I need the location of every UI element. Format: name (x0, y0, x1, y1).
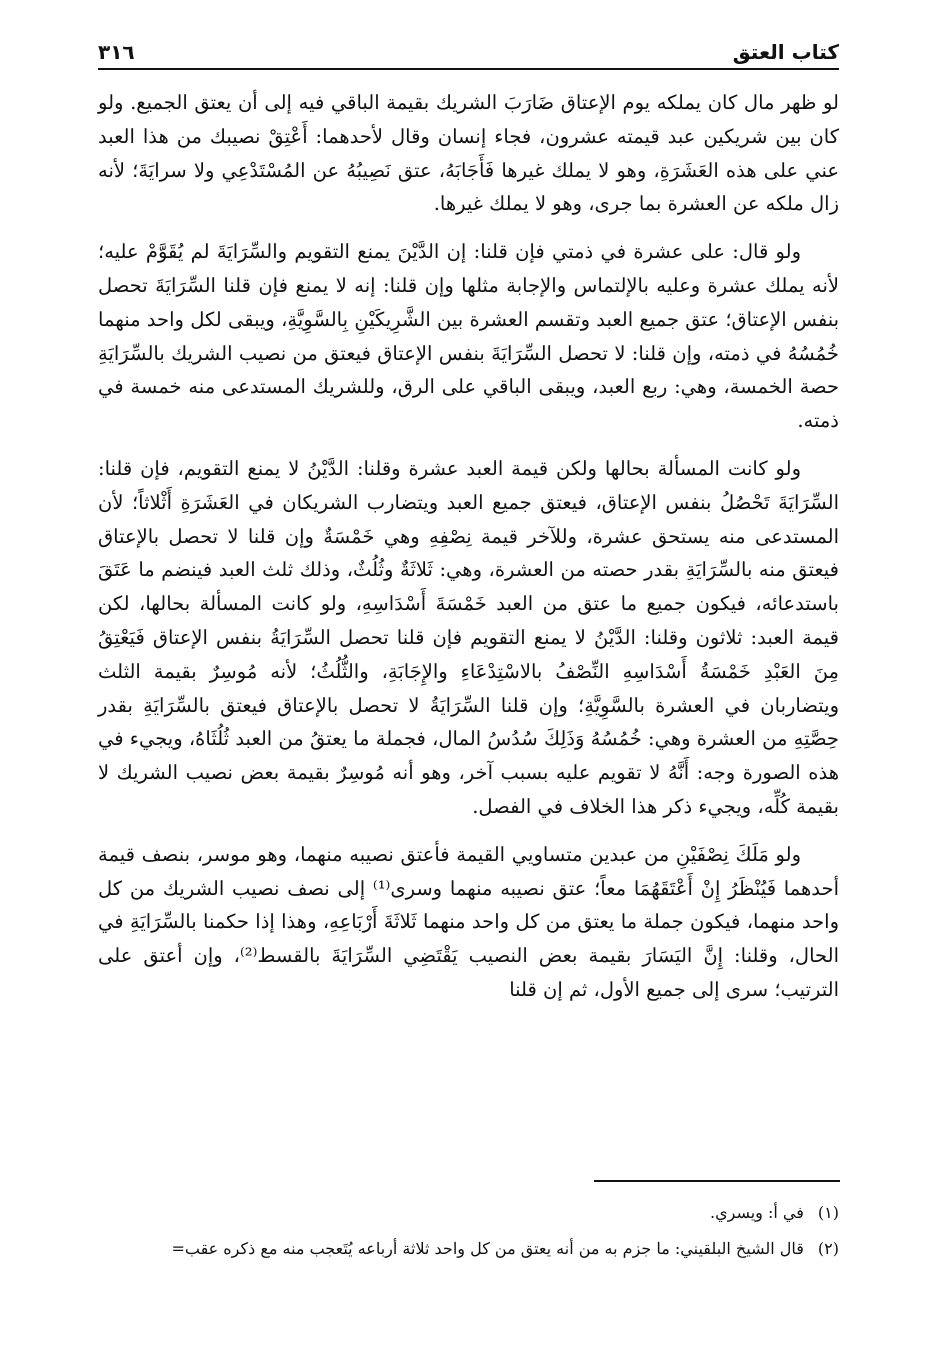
footnote-1 (60, 1198, 839, 1228)
paragraph-2: ولو قال: على عشرة في ذمتي فإن قلنا: إن الدَّيْنَ يمنع التقويم والسِّرَايَةَ لم يُقَوَّمْ عليه؛ لأنه يملك عشرة وعليه بالإلتماس والإجابة مثلها وإن قلنا: إنه لا يمنع فإن قلنا السِّرَايَةَ تحصل بنفس الإعتاق؛ عتق جميع العبد وتقسم العشرة بين الشَّرِيكَيْنِ بِالسَّوِيَّةِ، ويبقى لكل واحد منهما خُمُسُهُ في ذمته، وإن قلنا: لا تحصل السِّرَايَةَ بنفس الإعتاق فيعتق من نصيب الشريك بالسِّرَايَةِ حصة الخمسة، وهي: ربع العبد، ويبقى الباقي على الرق، وللشريك المستدعى منه خمسة في ذمته. (98, 240, 839, 433)
main-text (98, 86, 839, 1021)
footnotes (60, 1198, 839, 1270)
paragraph-1: لو ظهر مال كان يملكه يوم الإعتاق ضَارَبَ الشريك بقيمة الباقي فيه إلى أن يعتق الجميع. ولو كان بين شريكين عبد قيمته عشرون، فجاء إنسان وقال لأحدهما: أَعْتِقْ نصيبك من هذا العبد عني على هذه العَشَرَةِ، وهو لا يملك غيرها فَأَجَابَهُ، عتق نَصِيبُهُ عن المُسْتَدْعِي ولا سرايَةَ؛ لأنه زال ملكه عن العشرة بما جرى، وهو لا يملك غيرها. (98, 91, 839, 216)
footnote-number: (٢) (817, 1239, 839, 1258)
footnote-2 (60, 1234, 839, 1264)
footnote-text: في أ: ويسري. (710, 1203, 804, 1222)
footnote-rule (594, 1180, 840, 1182)
paragraph-4: ولو مَلَكَ نِصْفَيْنِ من عبدين متساويي القيمة فأعتق نصيبه منهما، وهو موسر، بنصف قيمة أحدهما فَيُنْظَرُ إِنْ أَعْتَقَهُمَا معاً؛ عتق نصيبه منهما وسرى⁽¹⁾ إلى نصف نصيب الشريك من كل واحد منهما، فيكون جملة ما يعتق من كل واحد منهما ثَلاثَةَ أَرْبَاعِهِ، وهذا إذا حكمنا بالسِّرَايَةِ في الحال، وقلنا: إِنَّ اليَسَارَ بقيمة بعض النصيب يَقْتَضِي السِّرَايَةَ بالقسط⁽²⁾، وإن أعتق على الترتيب؛ سرى إلى جميع الأول، ثم إن قلنا (98, 842, 839, 1001)
footnote-text: قال الشيخ البلقيني: ما جزم به من أنه يعتق من كل واحد ثلاثة أرباعه يُتَعجب منه مع ذكره عقب= (171, 1239, 804, 1258)
header-rule (98, 68, 839, 70)
footnote-number: (١) (817, 1203, 839, 1222)
page-number: ٣١٦ (98, 40, 135, 64)
paragraph-3: ولو كانت المسألة بحالها ولكن قيمة العبد عشرة وقلنا: الدَّيْنُ لا يمنع التقويم، فإن قلنا: السِّرَايَةَ تَحْصُلُ بنفس الإعتاق، فيعتق جميع العبد ويتضارب الشريكان في العَشَرَةِ أَثْلاثاً؛ لأن المستدعى منه يستحق عشرة، وللآخر قيمة نِصْفِهِ وهي خَمْسَةٌ وإن قلنا لا تحصل بالإعتاق فيعتق منه بالسِّرَايَةِ بقدر حصته من العشرة، وهي: ثَلاثَةٌ وثُلُثٌ، وذلك ثلث العبد فينضم ما عَتَقَ باستدعائه، فيكون جميع ما عتق من العبد خَمْسَةَ أَسْدَاسِهِ، ولو كانت المسألة بحالها، لكن قيمة العبد: ثلاثون وقلنا: الدَّيْنُ لا يمنع التقويم فإن قلنا تحصل السِّرَايَةُ بنفس الإعتاق فَيَعْتِقُ مِنَ العَبْدِ خَمْسَةُ أَسْدَاسِهِ النِّصْفُ بالاسْتِدْعَاءِ والإِجَابَةِ، والثُّلُثُ؛ لأنه مُوسِرٌ بقيمة الثلث ويتضاربان في العشرة بالسَّوِيَّةِ؛ وإن قلنا السِّرَايَةُ لا تحصل بالإعتاق فيعتق بالسِّرَايَةِ بقدر حِصَّتِهِ من العشرة وهي: خُمُسُهُ وَذَلِكَ سُدُسُ المال، فجملة ما يعتقُ من العبد ثُلُثَاهُ، ويجيء في هذه الصورة وجه: أَنَّهُ لا تقويم عليه بسبب آخر، وهو أنه مُوسِرٌ بقيمة بعض نصيب الشريك لا بقيمة كُلِّه، ويجيء ذكر هذا الخلاف في الفصل. (98, 456, 839, 818)
running-header (98, 30, 839, 64)
chapter-title: كتاب العتق (732, 40, 839, 64)
